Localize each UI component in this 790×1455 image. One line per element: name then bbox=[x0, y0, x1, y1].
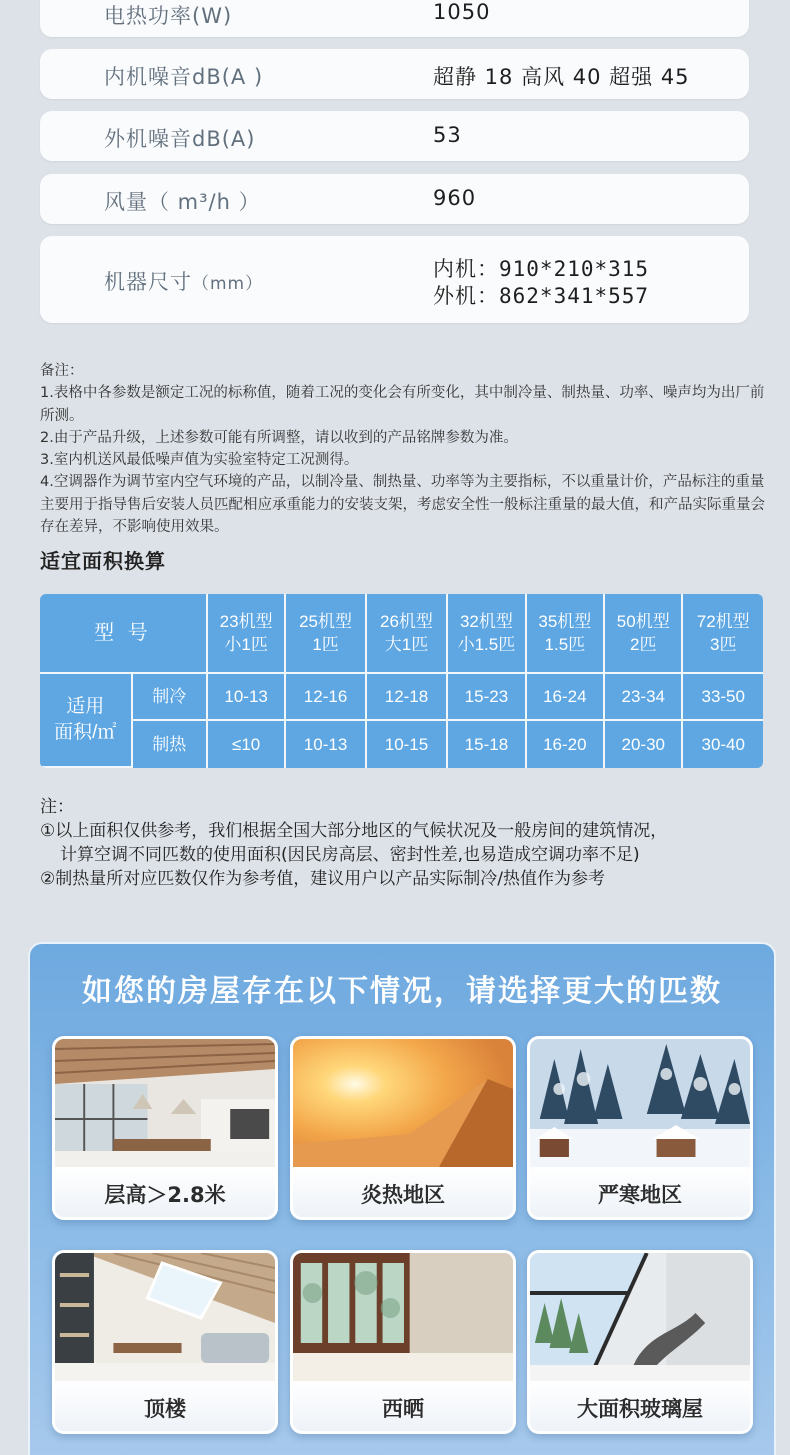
footnote-heading: 注： bbox=[40, 797, 74, 817]
model-cell bbox=[367, 594, 448, 674]
area-label-line2: 面积/㎡ bbox=[54, 722, 117, 743]
heating-value: 30-40 bbox=[701, 735, 745, 754]
spec-row-indoor-noise bbox=[40, 49, 749, 99]
card-caption: 西晒 bbox=[293, 1381, 513, 1434]
model-name: 32机型 bbox=[459, 612, 513, 631]
model-hp: 3匹 bbox=[710, 635, 737, 654]
model-hp: 小1匹 bbox=[224, 635, 268, 654]
spec-value: 1050 bbox=[433, 0, 491, 24]
spec-label: 风量（ m³/h ） bbox=[104, 190, 261, 214]
model-name: 50机型 bbox=[616, 612, 670, 631]
desert-sun-image bbox=[293, 1039, 513, 1167]
heating-value: 20-30 bbox=[605, 721, 683, 768]
model-name: 35机型 bbox=[538, 612, 592, 631]
cooling-label: 制冷 bbox=[133, 674, 208, 721]
model-hp: 小1.5匹 bbox=[457, 635, 516, 654]
model-cell bbox=[605, 594, 683, 674]
model-cell bbox=[286, 594, 366, 674]
spec-row-power bbox=[40, 0, 749, 37]
notes-item: 4.空调器作为调节室内空气环境的产品，以制冷量、制热量、功率等为主要指标，不以重量计价，产品标注的重量主要用于指导售后安装人员匹配相应承重能力的安装支架，考虑安全性一般标注重量的最大值，和产品实际重量会存在差异，不影响使用效果。 bbox=[40, 474, 765, 536]
notes-heading: 备注： bbox=[40, 363, 84, 379]
notes-item: 1.表格中各参数是额定工况的标称值，随着工况的变化会有所变化，其中制冷量、制热量、功率、噪声均为出厂前所测。 bbox=[40, 385, 765, 424]
card-cold-region bbox=[527, 1036, 753, 1220]
area-label-line1: 适用 bbox=[66, 696, 105, 717]
spec-row-outdoor-noise bbox=[40, 111, 749, 161]
card-caption: 大面积玻璃屋 bbox=[530, 1381, 750, 1434]
spec-label: 内机噪音dB(A ) bbox=[104, 65, 264, 89]
cooling-value: 12-16 bbox=[286, 674, 366, 721]
heating-value: 10-15 bbox=[367, 721, 448, 768]
notes-item: 2.由于产品升级，上述参数可能有所调整，请以收到的产品铭牌参数为准。 bbox=[40, 429, 518, 446]
card-high-ceiling bbox=[52, 1036, 278, 1220]
cooling-value: 10-13 bbox=[208, 674, 286, 721]
attic-image bbox=[55, 1253, 275, 1381]
card-caption: 层高＞2.8米 bbox=[55, 1167, 275, 1220]
spec-label-text: 机器尺寸 bbox=[104, 270, 192, 294]
card-hot-region bbox=[290, 1036, 516, 1220]
model-hp: 1匹 bbox=[312, 635, 339, 654]
section-title: 适宜面积换算 bbox=[40, 549, 166, 573]
heating-value: 16-20 bbox=[527, 721, 605, 768]
model-hp: 1.5匹 bbox=[544, 635, 586, 654]
model-hp: 2匹 bbox=[630, 635, 657, 654]
spec-row-dimensions bbox=[40, 236, 749, 323]
card-west-sun bbox=[290, 1250, 516, 1434]
west-window-image bbox=[293, 1253, 513, 1381]
model-name: 25机型 bbox=[299, 612, 352, 631]
notes-item: 3.室内机送风最低噪声值为实验室特定工况测得。 bbox=[40, 452, 359, 469]
model-header: 型 号 bbox=[40, 594, 208, 674]
snowy-village-image bbox=[530, 1039, 750, 1167]
footnote-line: ①以上面积仅供参考，我们根据全国大部分地区的气候状况及一般房间的建筑情况， bbox=[40, 821, 668, 841]
spec-value: 960 bbox=[433, 186, 477, 210]
card-glass-house bbox=[527, 1250, 753, 1434]
model-name: 23机型 bbox=[219, 612, 273, 631]
spec-value: 超静 18 高风 40 超强 45 bbox=[433, 65, 690, 89]
model-cell bbox=[208, 594, 286, 674]
spec-value-outdoor-size: 外机：862*341*557 bbox=[433, 284, 650, 308]
cooling-value: 15-23 bbox=[448, 674, 526, 721]
footnote-line: 计算空调不同匹数的使用面积(因民房高层、密封性差,也易造成空调功率不足) bbox=[60, 845, 640, 865]
spec-value: 53 bbox=[433, 123, 462, 147]
heating-value: 15-18 bbox=[448, 721, 526, 768]
footnote-block bbox=[40, 795, 768, 891]
notes-block bbox=[40, 360, 768, 538]
panel-title: 如您的房屋存在以下情况，请选择更大的匹数 bbox=[82, 974, 722, 1009]
area-table bbox=[40, 594, 763, 768]
footnote-line: ②制热量所对应匹数仅作为参考值，建议用户以产品实际制冷/热值作为参考 bbox=[40, 869, 605, 889]
spec-value-indoor-size: 内机：910*210*315 bbox=[433, 257, 650, 281]
heating-label: 制热 bbox=[133, 721, 208, 768]
model-name: 72机型 bbox=[696, 612, 750, 631]
spec-label: 电热功率(W) bbox=[104, 4, 233, 28]
cooling-value: 33-50 bbox=[683, 674, 763, 721]
high-ceiling-image bbox=[55, 1039, 275, 1167]
cooling-value: 12-18 bbox=[367, 674, 448, 721]
heating-value: 10-13 bbox=[286, 721, 366, 768]
card-top-floor bbox=[52, 1250, 278, 1434]
model-cell bbox=[683, 594, 763, 674]
spec-row-airflow bbox=[40, 174, 749, 224]
cooling-value: 16-24 bbox=[527, 674, 605, 721]
spec-label-unit: （mm） bbox=[192, 274, 264, 294]
cooling-value: 23-34 bbox=[605, 674, 683, 721]
spec-label bbox=[104, 266, 263, 296]
model-cell bbox=[448, 594, 526, 674]
model-name: 26机型 bbox=[380, 612, 433, 631]
area-label bbox=[40, 674, 133, 768]
card-caption: 炎热地区 bbox=[293, 1167, 513, 1220]
card-caption: 顶楼 bbox=[55, 1381, 275, 1434]
heating-value: ≤10 bbox=[208, 721, 286, 768]
glass-room-image bbox=[530, 1253, 750, 1381]
spec-label: 外机噪音dB(A) bbox=[104, 127, 256, 151]
card-caption: 严寒地区 bbox=[530, 1167, 750, 1220]
model-cell bbox=[527, 594, 605, 674]
model-hp: 大1匹 bbox=[384, 635, 429, 654]
recommendation-panel bbox=[28, 942, 776, 1455]
